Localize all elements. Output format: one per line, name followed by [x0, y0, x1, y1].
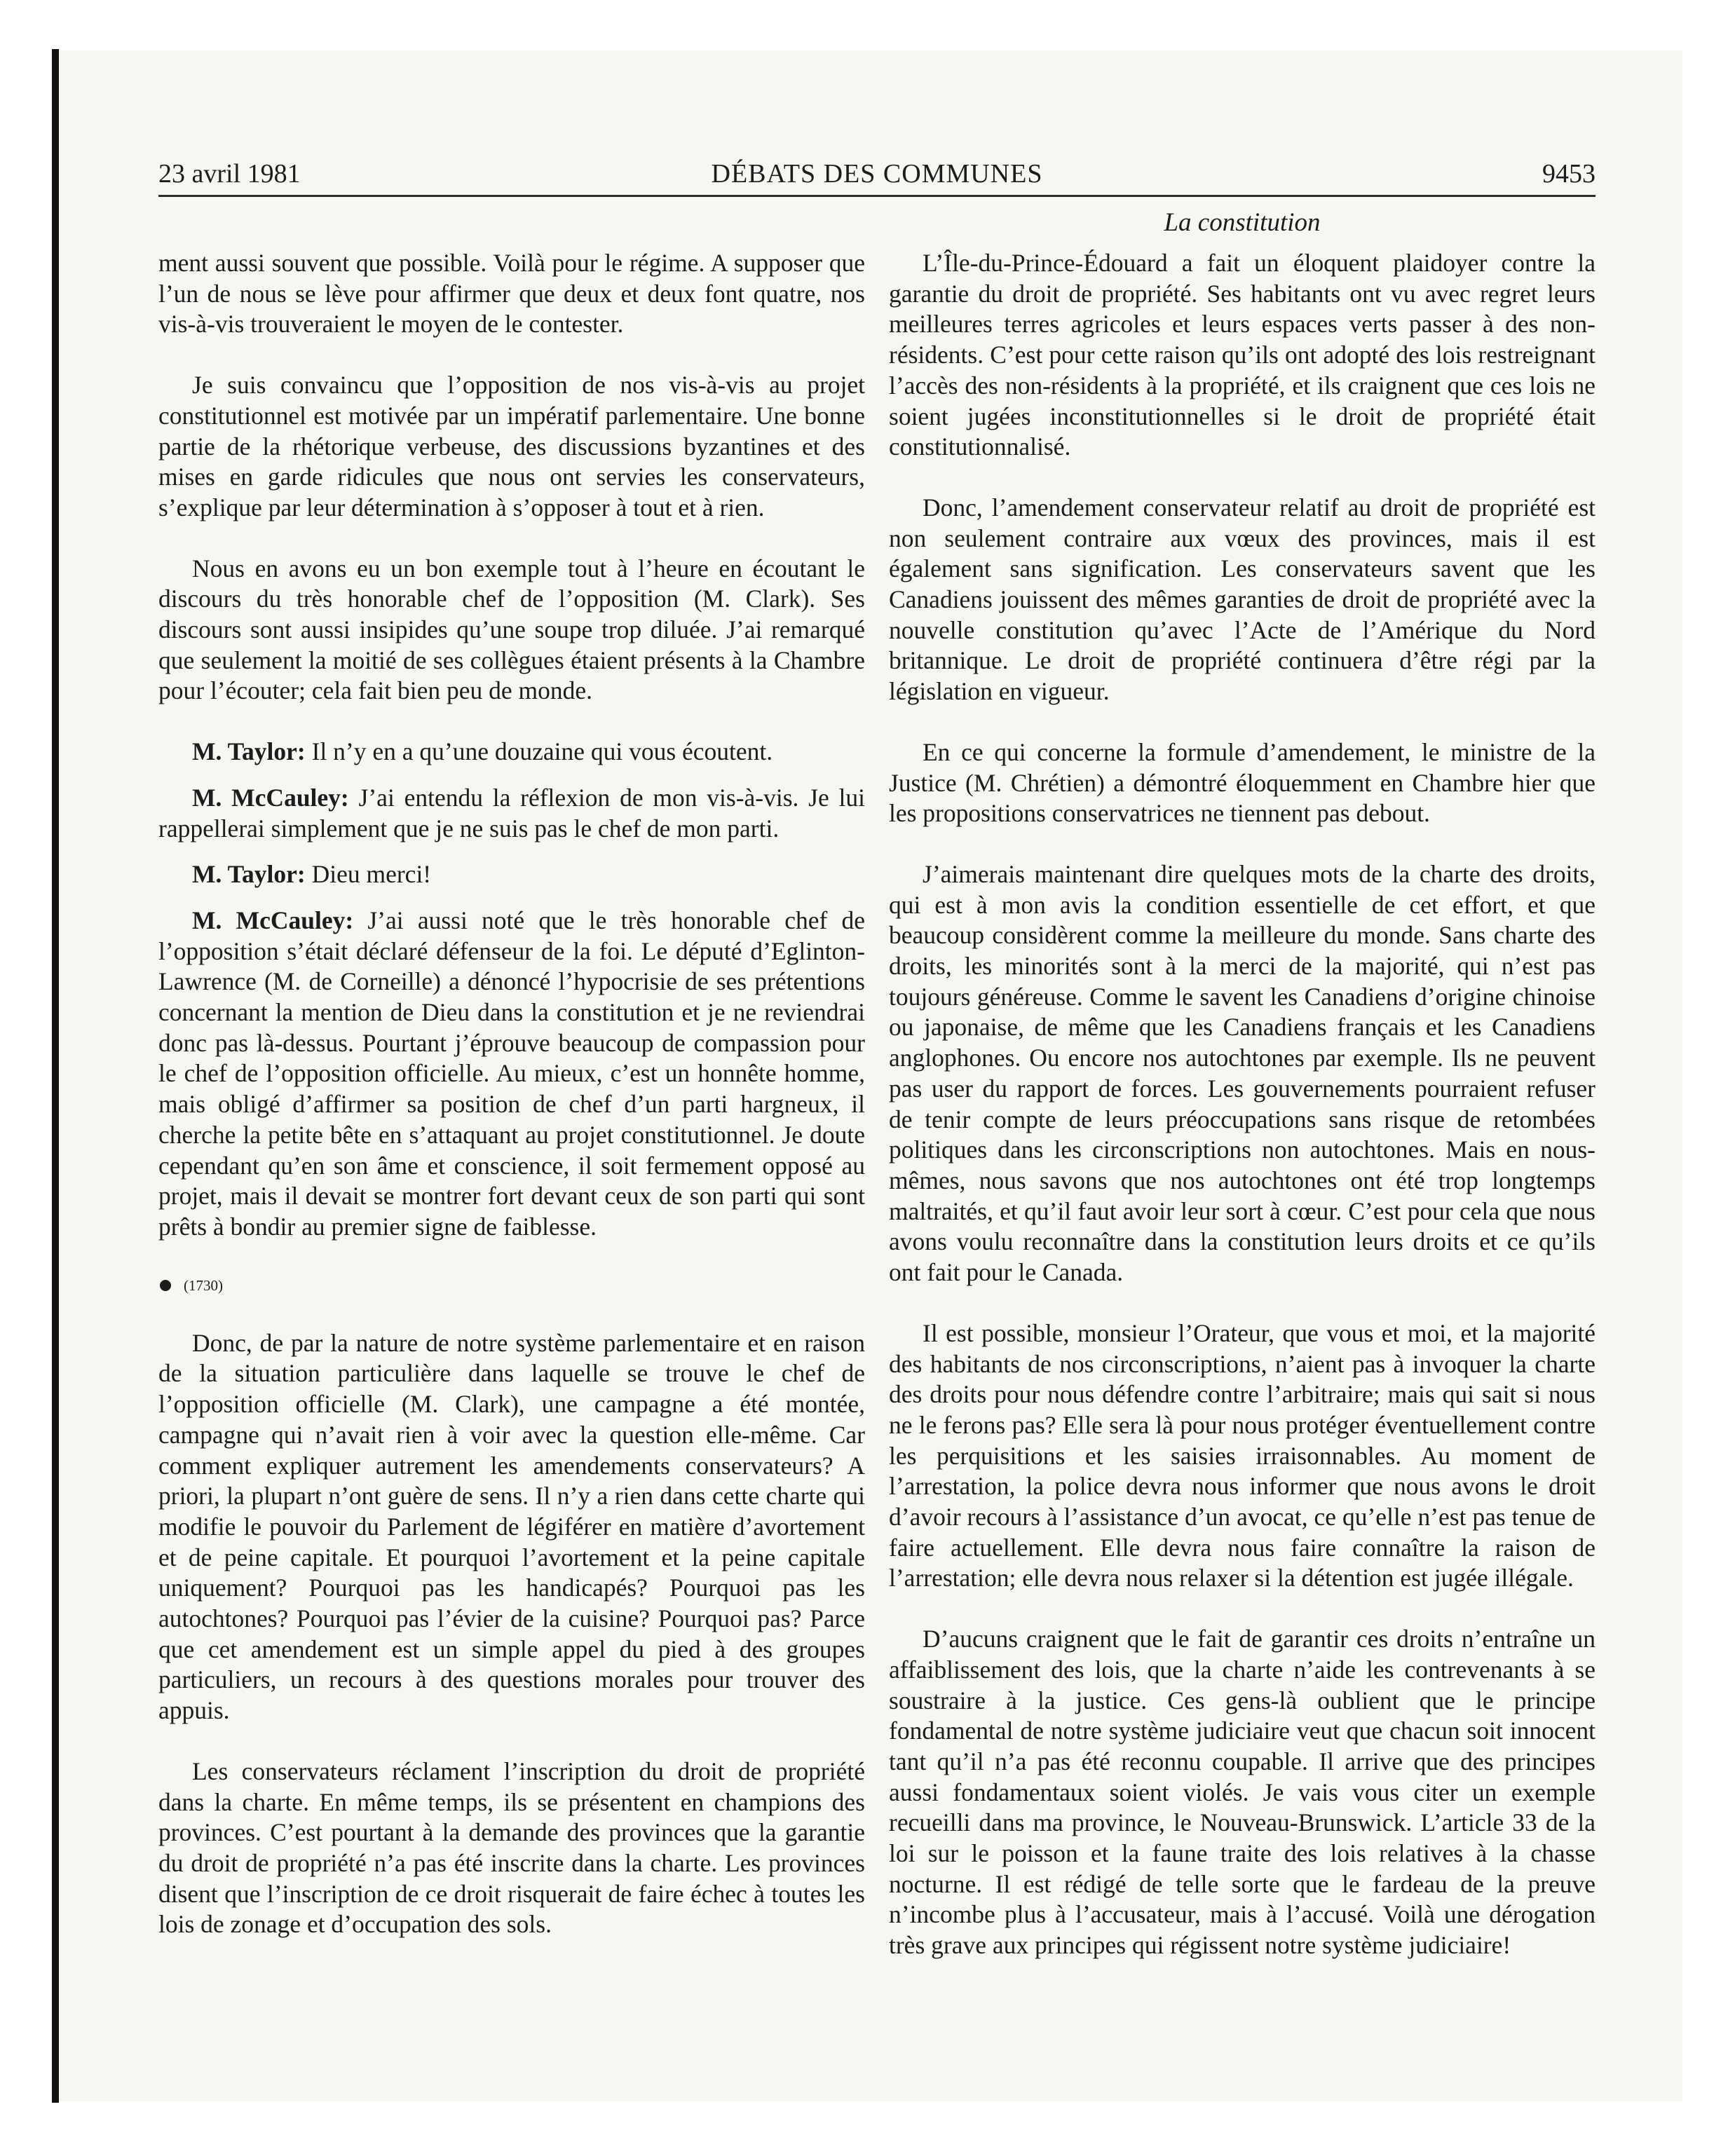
- speaker-name: M. McCauley:: [192, 906, 354, 934]
- header-date: 23 avril 1981: [158, 159, 301, 189]
- right-column: [889, 248, 1595, 1991]
- paragraph: En ce qui concerne la formule d’amendement, le ministre de la Justice (M. Chrétien) a démontré éloquemment en Chambre hier que les propositions conservatrices ne tiennent pas debout.: [889, 737, 1595, 828]
- paragraph: D’aucuns craignent que le fait de garantir ces droits n’entraîne un affaiblissement des lois, que la charte n’aide les contrevenants à se soustraire à la justice. Ces gens-là oublient que le principe fondamental de notre système judiciaire veut que chacun soit innocent tant qu’il n’a pas été reconnu coupable. Il arrive que des principes aussi fondamentaux soient violés. Je vais vous citer un exemple recueilli dans ma province, le Nouveau-Brunswick. L’article 33 de la loi sur le poisson et la faune traite des lois relatives à la chasse nocturne. Il est rédigé de telle sorte que le fardeau de la preuve n’incombe plus à l’accusateur, mais à l’accusé. Voilà une dérogation très grave aux principes qui régissent notre système judiciaire!: [889, 1625, 1595, 1960]
- paragraph: Les conservateurs réclament l’inscription du droit de propriété dans la charte. En même temps, ils se présentent en champions des provinces. C’est pourtant à la demande des provinces que la garantie du droit de propriété n’a pas été inscrite dans la charte. Les provinces disent que l’inscription de ce droit risquerait de faire échec à toutes les lois de zonage et d’occupation des sols.: [158, 1756, 865, 1939]
- paragraph: Nous en avons eu un bon exemple tout à l’heure en écoutant le discours du très honorable chef de l’opposition (M. Clark). Ses discours sont aussi insipides qu’une soupe trop diluée. J’ai remarqué que seulement la moitié de ses collègues étaient présents à la Chambre pour l’écouter; cela fait bien peu de monde.: [158, 554, 865, 705]
- header-title: DÉBATS DES COMMUNES: [711, 159, 1043, 189]
- paragraph: Il est possible, monsieur l’Orateur, que vous et moi, et la majorité des habitants de nos circonscriptions, n’aient pas à invoquer la charte des droits pour nous défendre contre l’arbitraire; mais qui sait si nous ne le ferons pas? Elle sera là pour nous protéger éventuellement contre les perquisitions et les saisies irraisonnables. Au moment de l’arrestation, la police devra nous informer que nous avons le droit d’avoir recours à l’assistance d’un avocat, ce qu’elle n’est pas tenue de faire actuellement. Elle devra nous faire connaître la raison de l’arrestation; elle devra nous relaxer si la détention est jugée illégale.: [889, 1318, 1595, 1592]
- speech-text: Il n’y en a qu’une douzaine qui vous écoutent.: [305, 737, 773, 766]
- paragraph: J’aimerais maintenant dire quelques mots de la charte des droits, qui est à mon avis la condition essentielle de cet effort, et que beaucoup considèrent comme la meilleure du monde. Sans charte des droits, les minorités sont à la merci de la majorité, qui n’est pas toujours généreuse. Comme le savent les Canadiens d’origine chinoise ou japonaise, de même que les Canadiens français et les Canadiens anglophones. Ou encore nos autochtones par exemple. Ils ne peuvent pas user du rapport de forces. Les gouvernements pourraient refuser de tenir compte de leurs préoccupations sans risque de retombées politiques dans les circonscriptions non autochtones. Mais en nous-mêmes, nous savons que nos autochtones ont été trop longtemps maltraités, et qu’il faut avoir leur sort à cœur. C’est pour cela que nous avons voulu reconnaître dans la constitution leurs droits et ce qu’ils ont fait pour le Canada.: [889, 859, 1595, 1287]
- paragraph: L’Île-du-Prince-Édouard a fait un éloquent plaidoyer contre la garantie du droit de propriété. Ses habitants ont vu avec regret leurs meilleures terres agricoles et leurs espaces verts passer à des non-résidents. C’est pour cette raison qu’ils ont adopté des lois restreignant l’accès des non-résidents à la propriété, et ils craignent que ces lois ne soient jugées inconstitutionnelles si le droit de propriété était constitutionnalisé.: [889, 249, 1595, 461]
- speaker-name: M. McCauley:: [192, 783, 349, 812]
- paragraph: Je suis convaincu que l’opposition de nos vis-à-vis au projet constitutionnel est motivée par un impératif parlementaire. Une bonne partie de la rhétorique verbeuse, des discussions byzantines et des mises en garde ridicules que nous ont servies les conservateurs, s’explique par leur détermination à s’opposer à tout et à rien.: [158, 371, 865, 521]
- section-title: La constitution: [1164, 208, 1321, 237]
- speaker-name: M. Taylor:: [192, 737, 306, 766]
- paragraph: Donc, de par la nature de notre système parlementaire et en raison de la situation particulière dans laquelle se trouve le chef de l’opposition officielle (M. Clark), une campagne a été montée, campagne qui n’avait rien à voir avec la question elle-même. Car comment expliquer autrement les amendements conservateurs? A priori, la plupart n’ont guère de sens. Il n’y a rien dans cette charte qui modifie le pouvoir du Parlement de légiférer en matière d’avortement et de peine capitale. Et pourquoi l’avortement et la peine capitale uniquement? Pourquoi pas les handicapés? Pourquoi pas les autochtones? Pourquoi pas l’évier de la cuisine? Pourquoi pas? Parce que cet amendement est un simple appel du pied à des groupes particuliers, un recours à des questions morales pour trouver des appuis.: [158, 1328, 865, 1725]
- speech-paragraph: [158, 906, 865, 1243]
- speech-text: Dieu merci!: [305, 860, 432, 889]
- speech-paragraph: [158, 859, 865, 890]
- paragraph: Donc, l’amendement conservateur relatif au droit de propriété est non seulement contraire aux vœux des provinces, mais il est également sans signification. Les conservateurs savent que les Canadiens jouissent des mêmes garanties de droit de propriété avec la nouvelle constitution qu’avec l’Acte de l’Amérique du Nord britannique. Le droit de propriété continuera d’être régi par la législation en vigueur.: [889, 493, 1595, 706]
- speaker-name: M. Taylor:: [192, 860, 306, 889]
- left-column: [158, 248, 865, 1970]
- time-marker-label: (1730): [184, 1276, 223, 1294]
- paragraph: ment aussi souvent que possible. Voilà pour le régime. A supposer que l’un de nous se lève pour affirmer que deux et deux font quatre, nos vis-à-vis trouveraient le moyen de le contester.: [158, 249, 865, 339]
- speech-paragraph: [158, 737, 865, 767]
- speech-paragraph: [158, 783, 865, 844]
- header-page-number: 9453: [1542, 159, 1595, 189]
- speech-text: J’ai entendu la réflexion de mon vis-à-vis. Je lui rappellerai simplement que je ne suis pas le chef de mon parti.: [158, 783, 866, 842]
- time-marker: [158, 1273, 865, 1298]
- speech-text: J’ai aussi noté que le très honorable chef de l’opposition s’était déclaré défenseur de la foi. Le député d’Eglinton-Lawrence (M. de Corneille) a dénoncé l’hypocrisie de ses prétentions concernant la mention de Dieu dans la constitution et je ne reviendrai donc pas là-dessus. Pourtant j’éprouve beaucoup de compassion pour le chef de l’opposition officielle. Au mieux, c’est un honnête homme, mais obligé d’affirmer sa position de chef d’un parti hargneux, il cherche la petite bête en s’attaquant au projet constitutionnel. Je doute cependant qu’en son âme et conscience, il soit fermement opposé au projet, mais il devait se montrer fort devant ceux de son parti qui sont prêts à bondir au premier signe de faiblesse.: [158, 906, 865, 1241]
- page-header: [158, 156, 1595, 197]
- bullet-icon: [160, 1280, 171, 1291]
- scan-edge: [52, 49, 59, 2103]
